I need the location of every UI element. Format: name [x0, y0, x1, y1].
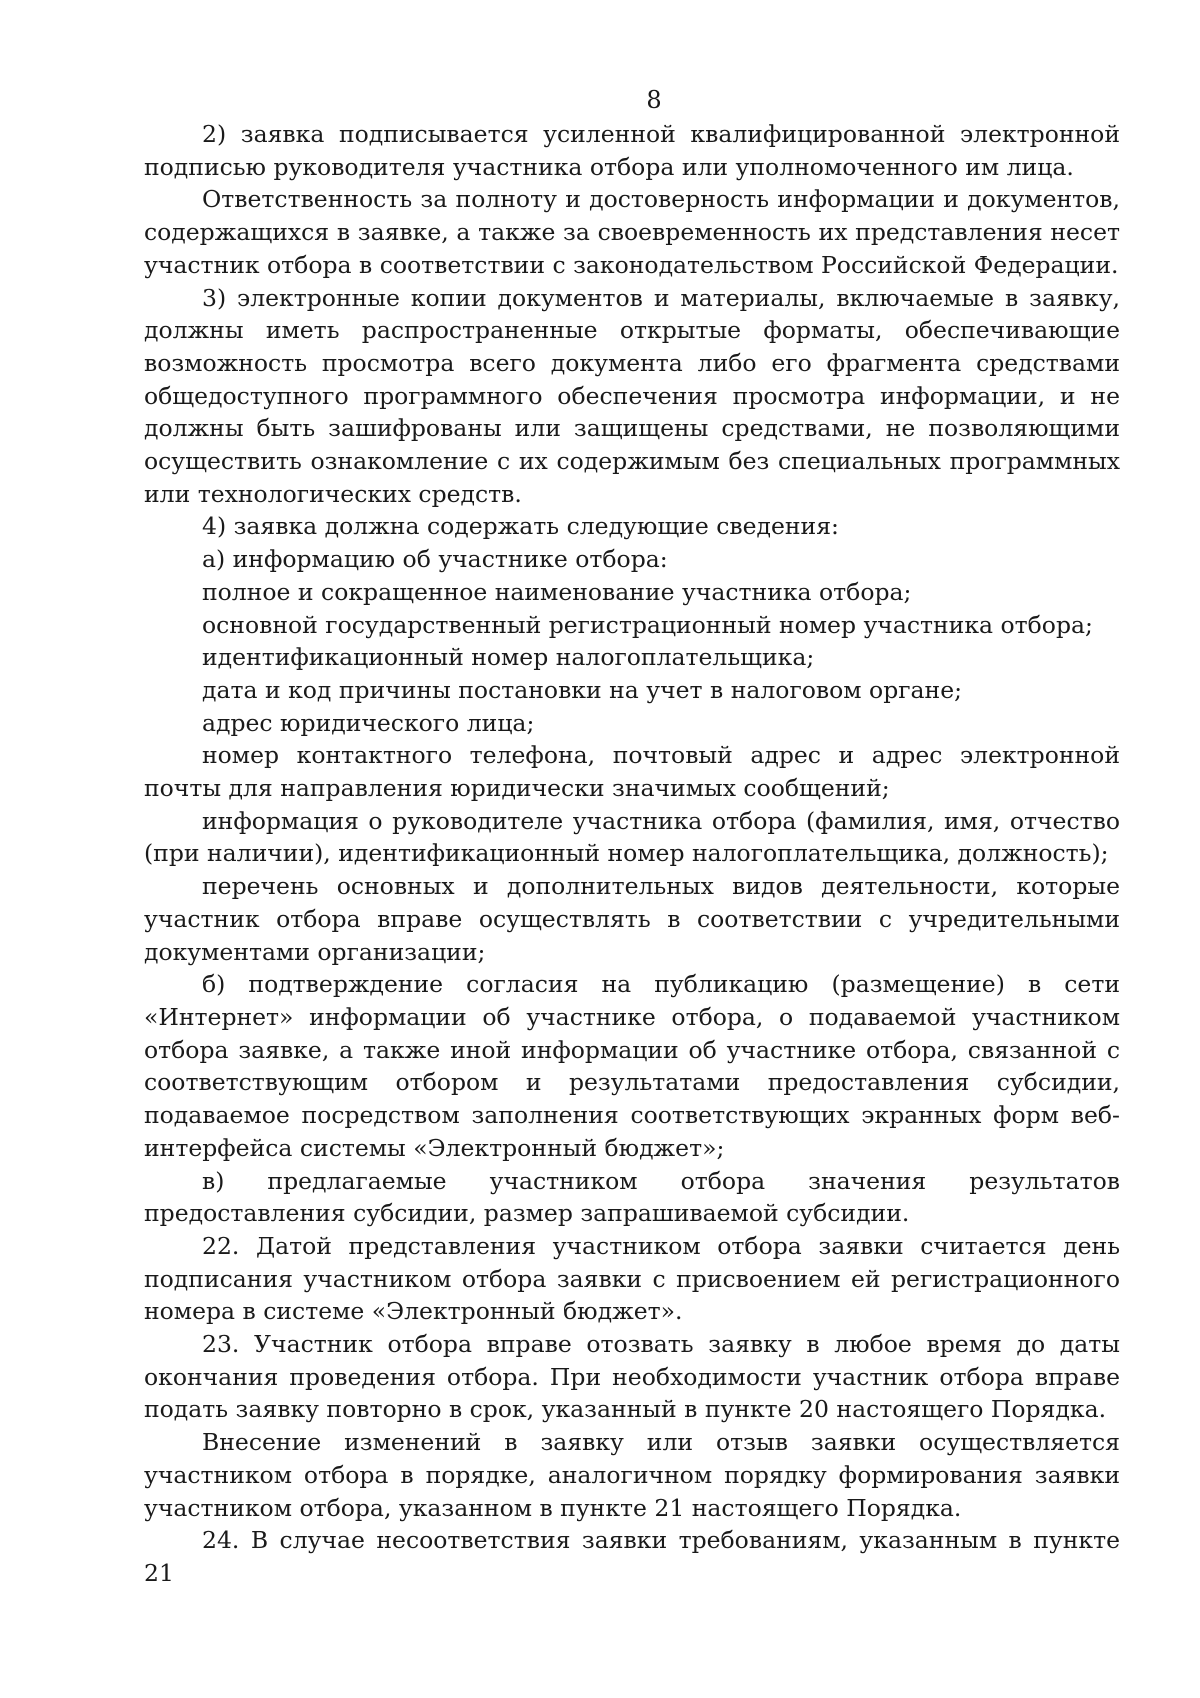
- paragraph-clause-22: 22. Датой представления участником отбора заявки считается день подписания участником отбора заявки с присвоением ей регистрационного номера в системе «Электронный бюджет».: [144, 1231, 1120, 1326]
- paragraph-sub-a: а) информацию об участнике отбора:: [202, 545, 668, 574]
- list-item: перечень основных и дополнительных видов деятельности, которые участник отбора вправе осуществлять в соответствии с учредительными документами организации;: [144, 872, 1120, 966]
- list-item: основной государственный регистрационный номер участника отбора;: [202, 610, 1093, 639]
- list-item: номер контактного телефона, почтовый адрес и адрес электронной почты для направления юридически значимых сообщений;: [144, 741, 1120, 803]
- paragraph-item-2: 2) заявка подписывается усиленной квалифицированной электронной подписью руководителя участника отбора или уполномоченного им лица.: [144, 120, 1120, 181]
- paragraph-changes: Внесение изменений в заявку или отзыв заявки осуществляется участником отбора в порядке, аналогичном порядку формирования заявки участником отбора, указанном в пункте 21 настоящего Порядка.: [144, 1428, 1120, 1522]
- paragraph-responsibility: Ответственность за полноту и достоверность информации и документов, содержащихся в заявке, а также за своевременность их представления несет участник отбора в соответствии с законодательством Российской Федерации.: [144, 185, 1120, 279]
- page-number: 8: [646, 86, 662, 114]
- paragraph-item-3: 3) электронные копии документов и материалы, включаемые в заявку, должны иметь распространенные открытые форматы, обеспечивающие возможность просмотра всего документа либо его фрагмента средствами общедоступного программного обеспечения просмотра информации, и не должны быть зашифрованы или защищены средствами, не позволяющими осуществить ознакомление с их содержимым без специальных программных или технологических средств.: [144, 283, 1120, 508]
- paragraph-item-4: 4) заявка должна содержать следующие сведения:: [202, 512, 839, 541]
- paragraph-clause-23: 23. Участник отбора вправе отозвать заявку в любое время до даты окончания проведения отбора. При необходимости участник отбора вправе подать заявку повторно в срок, указанный в пункте 20 настоящего Порядка.: [144, 1330, 1120, 1424]
- paragraph-clause-24: 24. В случае несоответствия заявки требованиям, указанным в пункте 21: [144, 1526, 1120, 1587]
- list-item: идентификационный номер налогоплательщика;: [202, 643, 815, 672]
- paragraph-sub-b: б) подтверждение согласия на публикацию (размещение) в сети «Интернет» информации об участнике отбора, о подаваемой участником отбора заявке, а также иной информации об участнике отбора, связанной с соответствующим отбором и результатами предоставления субсидии, подаваемое посредством заполнения соответствующих экранных форм веб-интерфейса системы «Электронный бюджет»;: [144, 970, 1120, 1162]
- list-item: дата и код причины постановки на учет в налоговом органе;: [202, 675, 963, 704]
- list-item: информация о руководителе участника отбора (фамилия, имя, отчество (при наличии), идентификационный номер налогоплательщика, должность);: [144, 806, 1120, 868]
- paragraph-sub-v: в) предлагаемые участником отбора значения результатов предоставления субсидии, размер запрашиваемой субсидии.: [144, 1166, 1120, 1228]
- list-item: адрес юридического лица;: [202, 708, 535, 737]
- list-item: полное и сокращенное наименование участника отбора;: [202, 577, 912, 606]
- document-page: [144, 82, 1120, 1590]
